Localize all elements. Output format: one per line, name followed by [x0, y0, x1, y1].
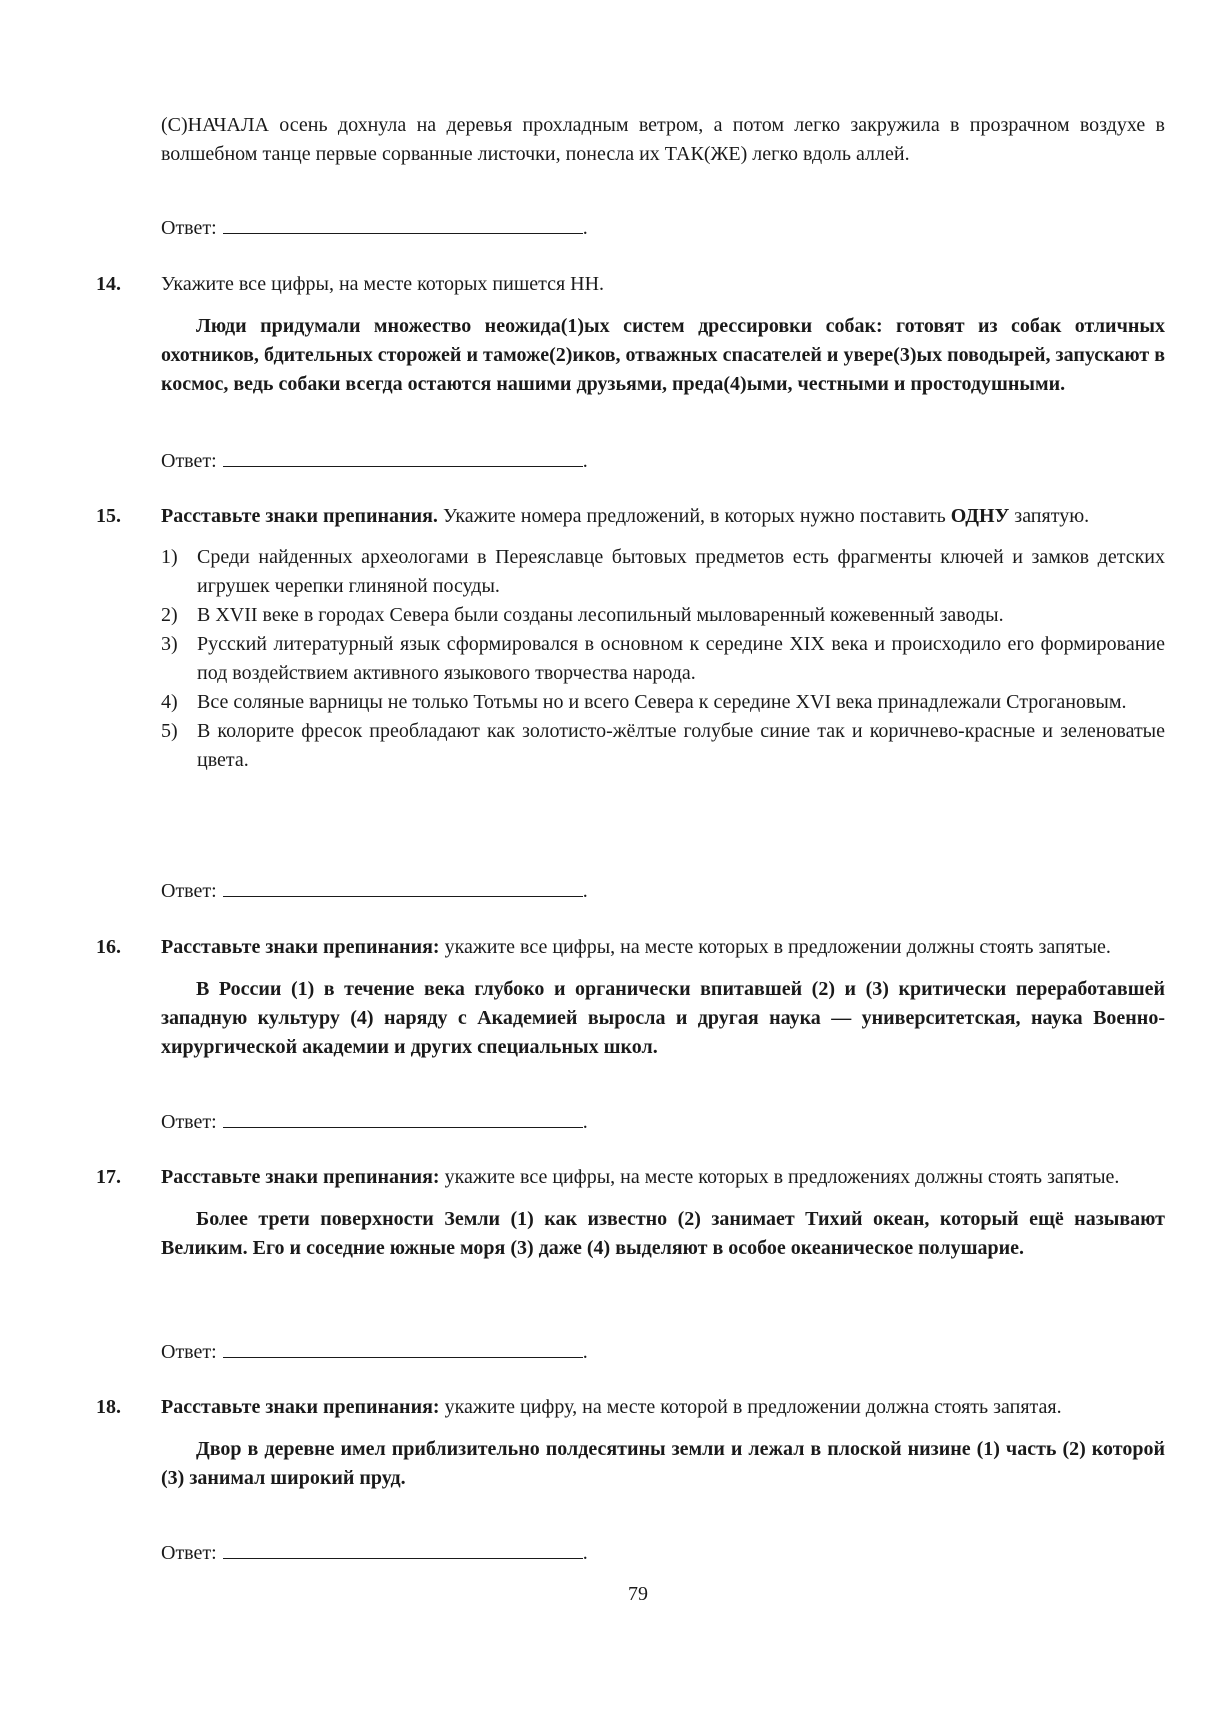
answer-label: Ответ: [161, 1542, 217, 1564]
answer-blank[interactable] [223, 874, 583, 897]
task-prompt: Расставьте знаки препинания. Укажите номера предложений, в которых нужно поставить ОДНУ запятую. [161, 505, 1090, 527]
intro-text: (С)НАЧАЛА осень дохнула на деревья прохладным ветром, а потом легко закружила в прозрачном воздухе в волшебном танце первые сорванные листочки, понесла их ТАК(ЖЕ) легко вдоль аллей. [161, 114, 1165, 165]
task-prompt: Укажите все цифры, на месте которых пишется НН. [161, 273, 605, 295]
task-number: 17. [96, 1166, 121, 1188]
task-text: Двор в деревне имел приблизительно полдесятины земли и лежал в плоской низине (1) часть (2) которой (3) занимал широкий пруд. [161, 1438, 1165, 1489]
answer-blank[interactable] [223, 1335, 583, 1358]
answer-field-18[interactable]: Ответ: . [161, 1536, 588, 1568]
option-item: 3) Русский литературный язык сформировался в основном к середине XIX века и происходило его формирование под воздействием активного языкового творчества народа. [161, 633, 1165, 684]
task-text: Более трети поверхности Земли (1) как известно (2) занимает Тихий океан, который ещё называют Великим. Его и соседние южные моря (3) даже (4) выделяют в особое океаническое полушарие. [161, 1208, 1165, 1259]
task-18 [96, 1393, 1165, 1493]
answer-blank[interactable] [223, 1105, 583, 1128]
answer-label: Ответ: [161, 880, 217, 902]
task-14 [96, 270, 1165, 399]
answer-blank[interactable] [223, 444, 583, 467]
task-text: В России (1) в течение века глубоко и органически впитавшей (2) и (3) критически переработавшей западную культуру (4) наряду с Академией выросла и другая наука — университетская, наука Военно-хирургической академии и других специальных школ. [161, 978, 1165, 1058]
option-item: 4) Все соляные варницы не только Тотьмы но и всего Севера к середине XVI века принадлежали Строгановым. [161, 691, 1127, 713]
task-number: 14. [96, 273, 121, 295]
task-prompt: Расставьте знаки препинания: укажите все цифры, на месте которых в предложении должны стоять запятые. [161, 936, 1111, 958]
task-number: 18. [96, 1396, 121, 1418]
answer-label: Ответ: [161, 1111, 217, 1133]
answer-label: Ответ: [161, 217, 217, 239]
options-list [161, 543, 1165, 775]
task-16 [96, 933, 1165, 1062]
option-item: 5) В колорите фресок преобладают как золотисто-жёлтые голубые синие так и коричнево-красные и зеленоватые цвета. [161, 720, 1165, 771]
task-number: 15. [96, 505, 121, 527]
answer-label: Ответ: [161, 1341, 217, 1363]
task-text: Люди придумали множество неожида(1)ых систем дрессировки собак: готовят из собак отличных охотников, бдительных сторожей и таможе(2)иков, отважных спасателей и увере(3)ых поводырей, запускают в космос, ведь собаки всегда остаются нашими друзьями, преда(4)ыми, честными и простодушными. [161, 315, 1165, 395]
task-prompt: Расставьте знаки препинания: укажите все цифры, на месте которых в предложениях должны стоять запятые. [161, 1166, 1120, 1188]
answer-field-17[interactable]: Ответ: . [161, 1335, 588, 1367]
task-15 [96, 502, 1165, 775]
task-number: 16. [96, 936, 121, 958]
task-prompt: Расставьте знаки препинания: укажите цифру, на месте которой в предложении должна стоять запятая. [161, 1396, 1062, 1418]
task-17 [96, 1163, 1165, 1263]
answer-field-14[interactable]: Ответ: . [161, 444, 588, 476]
answer-field-15[interactable]: Ответ: . [161, 874, 588, 906]
answer-field-16[interactable]: Ответ: . [161, 1105, 588, 1137]
answer-field-13[interactable]: Ответ: . [161, 211, 588, 243]
option-item: 1) Среди найденных археологами в Переяславце бытовых предметов есть фрагменты ключей и замков детских игрушек черепки глиняной посуды. [161, 546, 1165, 597]
answer-blank[interactable] [223, 211, 583, 234]
answer-label: Ответ: [161, 450, 217, 472]
option-item: 2) В XVII веке в городах Севера были созданы лесопильный мыловаренный кожевенный заводы. [161, 604, 1004, 626]
page-number: 79 [628, 1583, 648, 1605]
answer-blank[interactable] [223, 1536, 583, 1559]
